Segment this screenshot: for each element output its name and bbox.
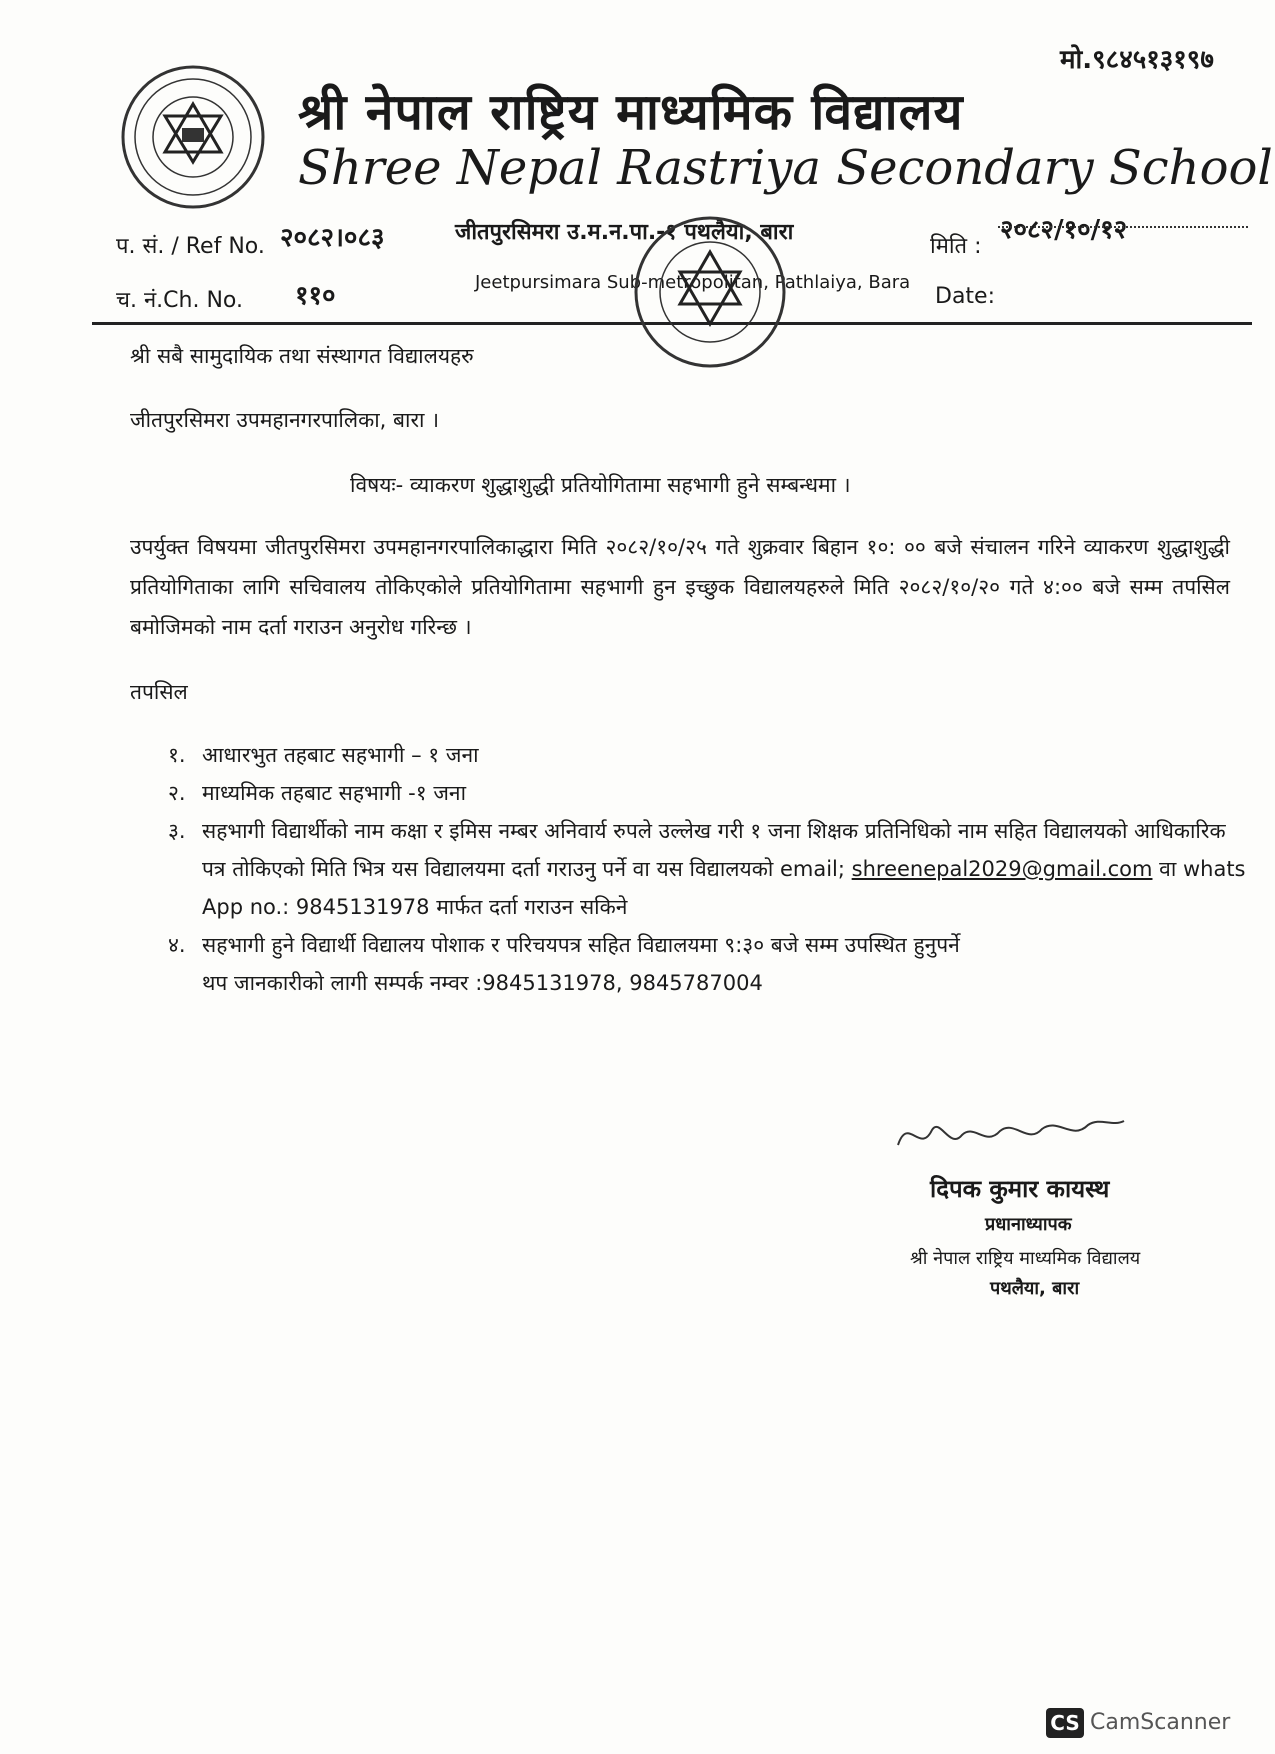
list-item	[168, 812, 1248, 926]
list-item-text-after: वा whats App no.: 9845131978 मार्फत दर्ता गराउन सकिने	[202, 857, 1246, 919]
date-label-english: Date:	[935, 284, 995, 309]
camscanner-badge: CS	[1046, 1708, 1084, 1738]
camscanner-watermark	[1046, 1708, 1230, 1738]
contact-text: थप जानकारीको लागी सम्पर्क नम्वर :9845131978, 9845787004	[202, 971, 763, 995]
phone-number: मो.९८४५१३१९७	[1060, 45, 1214, 75]
tapsil-heading: तपसिल	[130, 680, 188, 704]
handwritten-signature	[890, 1105, 1130, 1165]
list-item	[168, 736, 1248, 774]
list-item-number: २.	[168, 781, 186, 805]
signatory-role: प्रधानाध्यापक	[985, 1214, 1072, 1235]
address-nepali: जीतपुरसिमरा उ.म.न.पा.-१ पथलैया, बारा	[455, 220, 794, 245]
letter-body: उपर्युक्त विषयमा जीतपुरसिमरा उपमहानगरपालिकाद्धारा मिति २०८२/१०/२५ गते शुक्रवार बिहान १०: ०० बजे संचालन गरिने व्याकरण शुद्धाशुद्धी प्रतियोगिताका लागि सचिवालय तोकिएकोले प्रतियोगितामा सहभागी हुन इच्छुक विद्यालयहरुले मिति २०८२/१०/२० गते ४:०० बजे सम्म तपसिल बमोजिमको नाम दर्ता गराउन अनुरोध गरिन्छ ।	[130, 535, 1230, 639]
tapsil-list	[168, 736, 1248, 1002]
ref-label: प. सं. / Ref No.	[116, 234, 265, 259]
date-label-nepali: मिति :	[930, 234, 982, 259]
signatory-place: पथलैया, बारा	[990, 1278, 1080, 1299]
ref-value: २०८२।०८३	[280, 223, 385, 253]
list-item-text: सहभागी विद्यार्थीको नाम कक्षा र इमिस नम्बर अनिवार्य रुपले उल्लेख गरी १ जना शिक्षक प्रतिनिधिको नाम सहित विद्यालयको आधिकारिक पत्र तोकिएको मिति भित्र यस विद्यालयमा दर्ता गराउनु पर्ने वा यस विद्यालयको email;	[202, 819, 1226, 881]
email-link[interactable]: shreenepal2029@gmail.com	[851, 857, 1153, 881]
list-item-text: माध्यमिक तहबाट सहभागी -१ जना	[202, 781, 467, 805]
school-name-nepali: श्री नेपाल राष्ट्रिय माध्यमिक विद्यालय	[298, 83, 964, 141]
letter-subject: विषयः- व्याकरण शुद्धाशुद्धी प्रतियोगितामा सहभागी हुने सम्बन्धमा ।	[350, 473, 851, 497]
list-item-number: १.	[168, 743, 186, 767]
school-seal-logo	[118, 62, 268, 212]
list-item-number: ४.	[168, 933, 186, 957]
office-stamp	[630, 212, 790, 372]
list-item-text: सहभागी हुने विद्यार्थी विद्यालय पोशाक र परिचयपत्र सहित विद्यालयमा ९:३० बजे सम्म उपस्थित हुनुपर्ने	[202, 933, 960, 957]
date-value: २०८२/१०/१२	[1000, 215, 1128, 245]
recipient-line-1: श्री सबै सामुदायिक तथा संस्थागत विद्यालयहरु	[130, 344, 474, 368]
list-item	[168, 926, 1248, 964]
signatory-name: दिपक कुमार कायस्थ	[930, 1175, 1110, 1203]
camscanner-label: CamScanner	[1090, 1710, 1231, 1735]
list-item-number: ३.	[168, 819, 186, 843]
ch-label: च. नं.Ch. No.	[116, 288, 243, 313]
ch-value: ११०	[295, 281, 336, 311]
signatory-school: श्री नेपाल राष्ट्रिय माध्यमिक विद्यालय	[910, 1248, 1141, 1269]
school-name-english: Shree Nepal Rastriya Secondary School	[298, 140, 1273, 196]
recipient-line-2: जीतपुरसिमरा उपमहानगरपालिका, बारा ।	[130, 408, 440, 432]
address-english: Jeetpursimara Sub-metropolitan, Pathlaiya, Bara	[475, 272, 911, 293]
contact-line	[168, 964, 1248, 1002]
date-dotted-line	[998, 226, 1248, 228]
list-item-text: आधारभुत तहबाट सहभागी – १ जना	[202, 743, 479, 767]
list-item	[168, 774, 1248, 812]
